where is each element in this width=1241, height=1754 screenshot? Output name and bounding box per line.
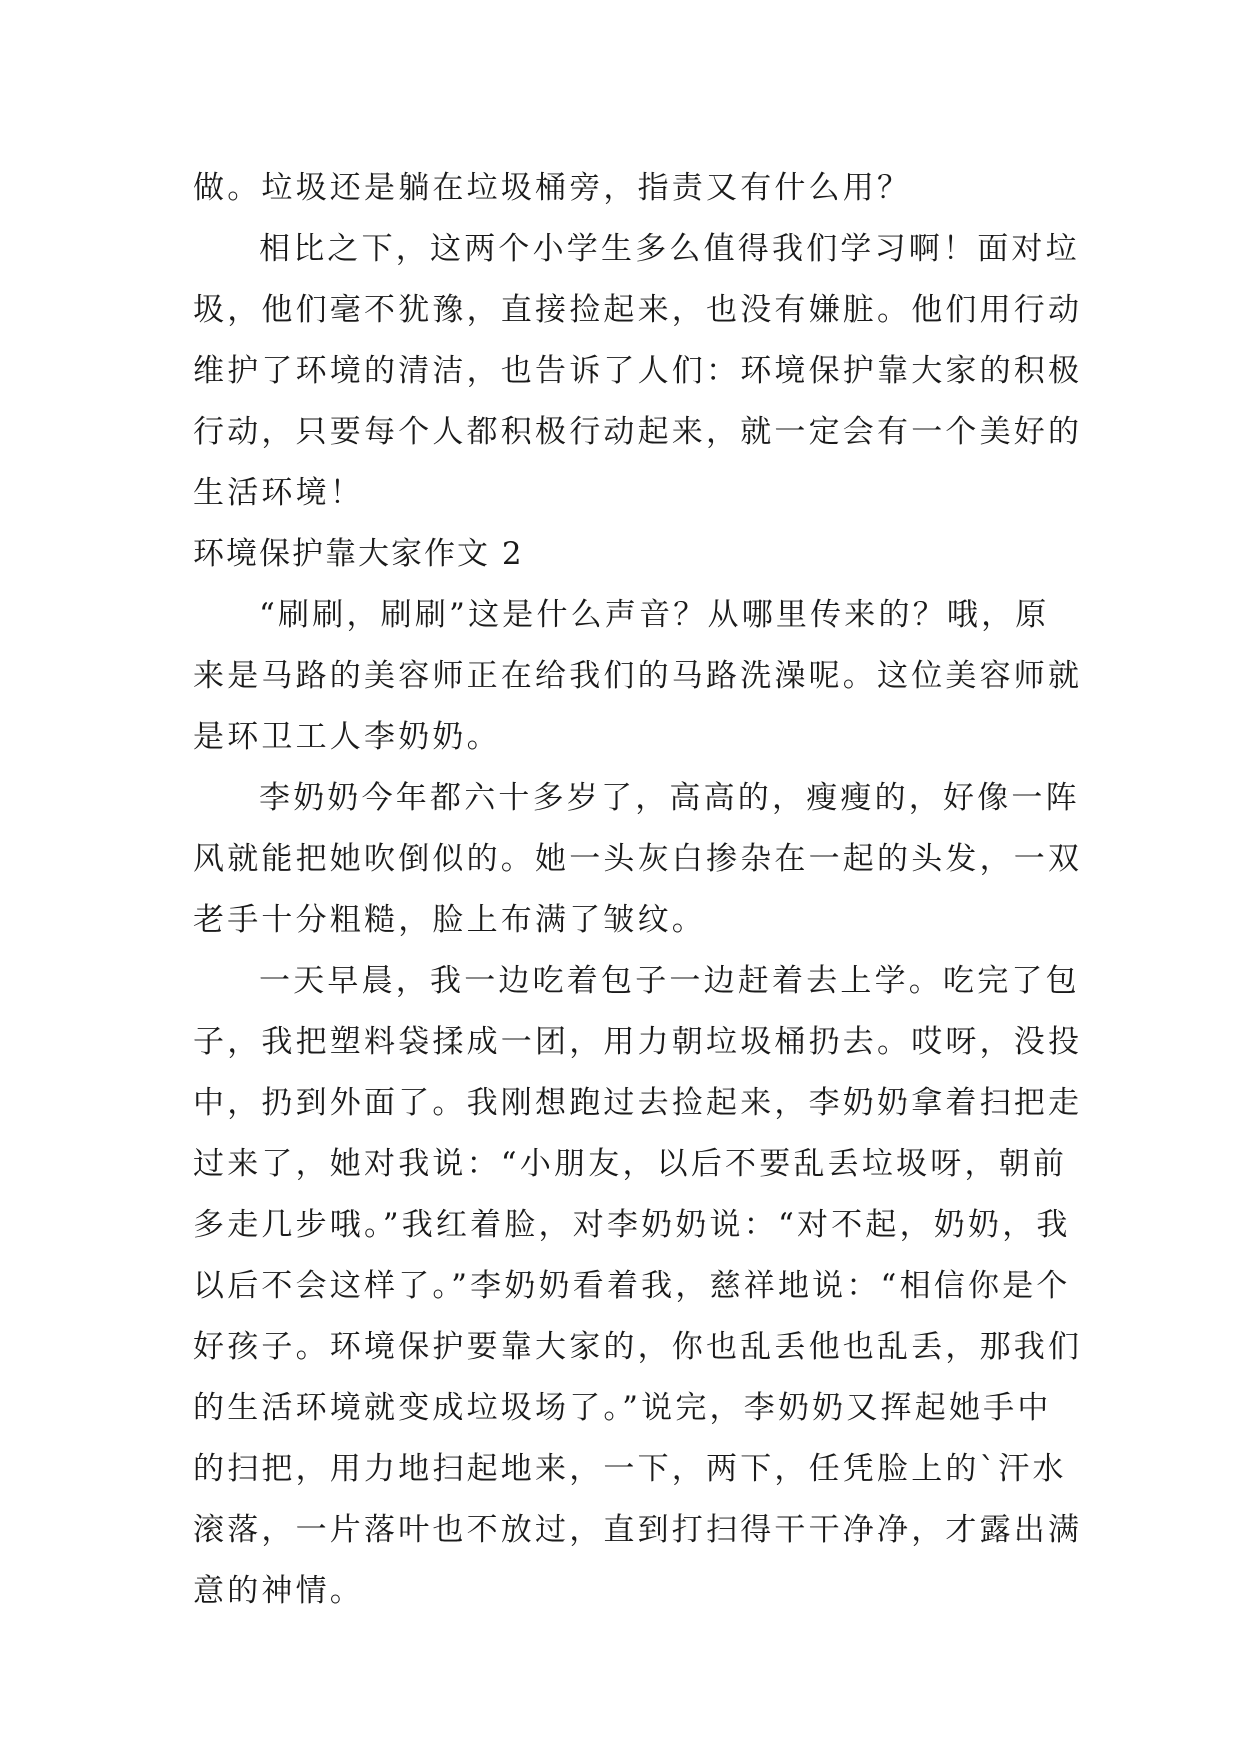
text-line: 滚落，一片落叶也不放过，直到打扫得干干净净，才露出满	[193, 1512, 1083, 1548]
text-line: 好孩子。环境保护要靠大家的，你也乱丢他也乱丢，那我们	[193, 1329, 1083, 1365]
text-line: 维护了环境的清洁，也告诉了人们：环境保护靠大家的积极	[193, 353, 1083, 389]
text-line: 意的神情。	[193, 1573, 364, 1609]
text-line: 风就能把她吹倒似的。她一头灰白掺杂在一起的头发，一双	[193, 841, 1083, 877]
text-line: 是环卫工人李奶奶。	[193, 719, 501, 755]
text-line: 过来了，她对我说：“小朋友，以后不要乱丢垃圾呀，朝前	[193, 1146, 1068, 1182]
text-line: 多走几步哦。”我红着脸，对李奶奶说：“对不起，奶奶，我	[193, 1207, 1071, 1243]
paragraph-start-line: 相比之下，这两个小学生多么值得我们学习啊！面对垃	[259, 231, 1080, 267]
text-line: 老手十分粗糙，脸上布满了皱纹。	[193, 902, 706, 938]
text-line: 来是马路的美容师正在给我们的马路洗澡呢。这位美容师就	[193, 658, 1083, 694]
document-page	[193, 158, 1083, 1622]
section-heading: 环境保护靠大家作文 2	[193, 536, 524, 572]
text-line: 中，扔到外面了。我刚想跑过去捡起来，李奶奶拿着扫把走	[193, 1085, 1083, 1121]
text-line: 子，我把塑料袋揉成一团，用力朝垃圾桶扔去。哎呀，没投	[193, 1024, 1083, 1060]
text-line: 圾，他们毫不犹豫，直接捡起来，也没有嫌脏。他们用行动	[193, 292, 1083, 328]
text-line: 做。垃圾还是躺在垃圾桶旁，指责又有什么用？	[193, 170, 912, 206]
text-line: 的生活环境就变成垃圾场了。”说完，李奶奶又挥起她手中	[193, 1390, 1052, 1426]
text-line: 生活环境！	[193, 475, 364, 511]
paragraph-start-line: 李奶奶今年都六十多岁了，高高的，瘦瘦的，好像一阵	[259, 780, 1080, 816]
text-line: 的扫把，用力地扫起地来，一下，两下，任凭脸上的`汗水	[193, 1451, 1067, 1487]
text-line: 行动，只要每个人都积极行动起来，就一定会有一个美好的	[193, 414, 1083, 450]
paragraph-start-line: 一天早晨，我一边吃着包子一边赶着去上学。吃完了包	[259, 963, 1080, 999]
paragraph-start-line: “刷刷，刷刷”这是什么声音？从哪里传来的？哦，原	[259, 597, 1050, 633]
text-line: 以后不会这样了。”李奶奶看着我，慈祥地说：“相信你是个	[193, 1268, 1071, 1304]
